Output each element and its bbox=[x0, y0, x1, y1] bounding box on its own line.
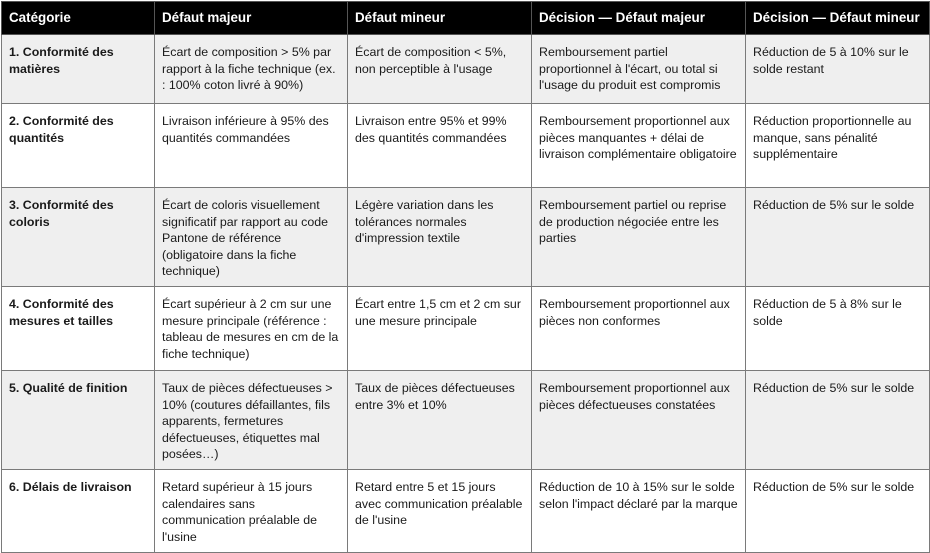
cell-decision-minor: Réduction de 5% sur le solde bbox=[746, 188, 930, 287]
cell-category: 5. Qualité de finition bbox=[2, 371, 155, 470]
header-major-defect: Défaut majeur bbox=[155, 2, 348, 35]
cell-category: 2. Conformité des quantités bbox=[2, 104, 155, 188]
cell-decision-major: Remboursement proportionnel aux pièces non conformes bbox=[532, 287, 746, 371]
header-decision-major: Décision — Défaut majeur bbox=[532, 2, 746, 35]
cell-decision-major: Remboursement proportionnel aux pièces manquantes + délai de livraison complémentaire obligatoire bbox=[532, 104, 746, 188]
table-row bbox=[2, 188, 930, 287]
cell-minor-defect: Retard entre 5 et 15 jours avec communication préalable de l'usine bbox=[348, 470, 532, 553]
cell-category: 1. Conformité des matières bbox=[2, 35, 155, 104]
cell-major-defect: Écart supérieur à 2 cm sur une mesure principale (référence : tableau de mesures en cm de la fiche technique) bbox=[155, 287, 348, 371]
cell-decision-minor: Réduction de 5% sur le solde bbox=[746, 371, 930, 470]
cell-decision-minor: Réduction proportionnelle au manque, sans pénalité supplémentaire bbox=[746, 104, 930, 188]
cell-category: 3. Conformité des coloris bbox=[2, 188, 155, 287]
cell-major-defect: Écart de composition > 5% par rapport à la fiche technique (ex. : 100% coton livré à 90%) bbox=[155, 35, 348, 104]
table-row bbox=[2, 470, 930, 553]
cell-major-defect: Taux de pièces défectueuses > 10% (coutures défaillantes, fils apparents, fermetures défectueuses, étiquettes mal posées…) bbox=[155, 371, 348, 470]
table-row bbox=[2, 35, 930, 104]
cell-major-defect: Écart de coloris visuellement significatif par rapport au code Pantone de référence (obligatoire dans la fiche technique) bbox=[155, 188, 348, 287]
cell-decision-minor: Réduction de 5% sur le solde bbox=[746, 470, 930, 553]
table-row bbox=[2, 104, 930, 188]
cell-minor-defect: Taux de pièces défectueuses entre 3% et 10% bbox=[348, 371, 532, 470]
header-category: Catégorie bbox=[2, 2, 155, 35]
cell-decision-major: Réduction de 10 à 15% sur le solde selon l'impact déclaré par la marque bbox=[532, 470, 746, 553]
cell-minor-defect: Légère variation dans les tolérances normales d'impression textile bbox=[348, 188, 532, 287]
cell-major-defect: Livraison inférieure à 95% des quantités commandées bbox=[155, 104, 348, 188]
table-header bbox=[2, 2, 930, 35]
cell-decision-major: Remboursement proportionnel aux pièces défectueuses constatées bbox=[532, 371, 746, 470]
cell-category: 4. Conformité des mesures et tailles bbox=[2, 287, 155, 371]
header-row bbox=[2, 2, 930, 35]
cell-decision-major: Remboursement partiel ou reprise de production négociée entre les parties bbox=[532, 188, 746, 287]
table-row bbox=[2, 371, 930, 470]
defects-decision-table bbox=[1, 1, 930, 553]
cell-decision-minor: Réduction de 5 à 8% sur le solde bbox=[746, 287, 930, 371]
header-minor-defect: Défaut mineur bbox=[348, 2, 532, 35]
cell-decision-major: Remboursement partiel proportionnel à l'écart, ou total si l'usage du produit est compromis bbox=[532, 35, 746, 104]
cell-category: 6. Délais de livraison bbox=[2, 470, 155, 553]
cell-minor-defect: Écart de composition < 5%, non perceptible à l'usage bbox=[348, 35, 532, 104]
table-row bbox=[2, 287, 930, 371]
header-decision-minor: Décision — Défaut mineur bbox=[746, 2, 930, 35]
cell-minor-defect: Écart entre 1,5 cm et 2 cm sur une mesure principale bbox=[348, 287, 532, 371]
table-body bbox=[2, 35, 930, 553]
cell-decision-minor: Réduction de 5 à 10% sur le solde restant bbox=[746, 35, 930, 104]
cell-major-defect: Retard supérieur à 15 jours calendaires sans communication préalable de l'usine bbox=[155, 470, 348, 553]
cell-minor-defect: Livraison entre 95% et 99% des quantités commandées bbox=[348, 104, 532, 188]
